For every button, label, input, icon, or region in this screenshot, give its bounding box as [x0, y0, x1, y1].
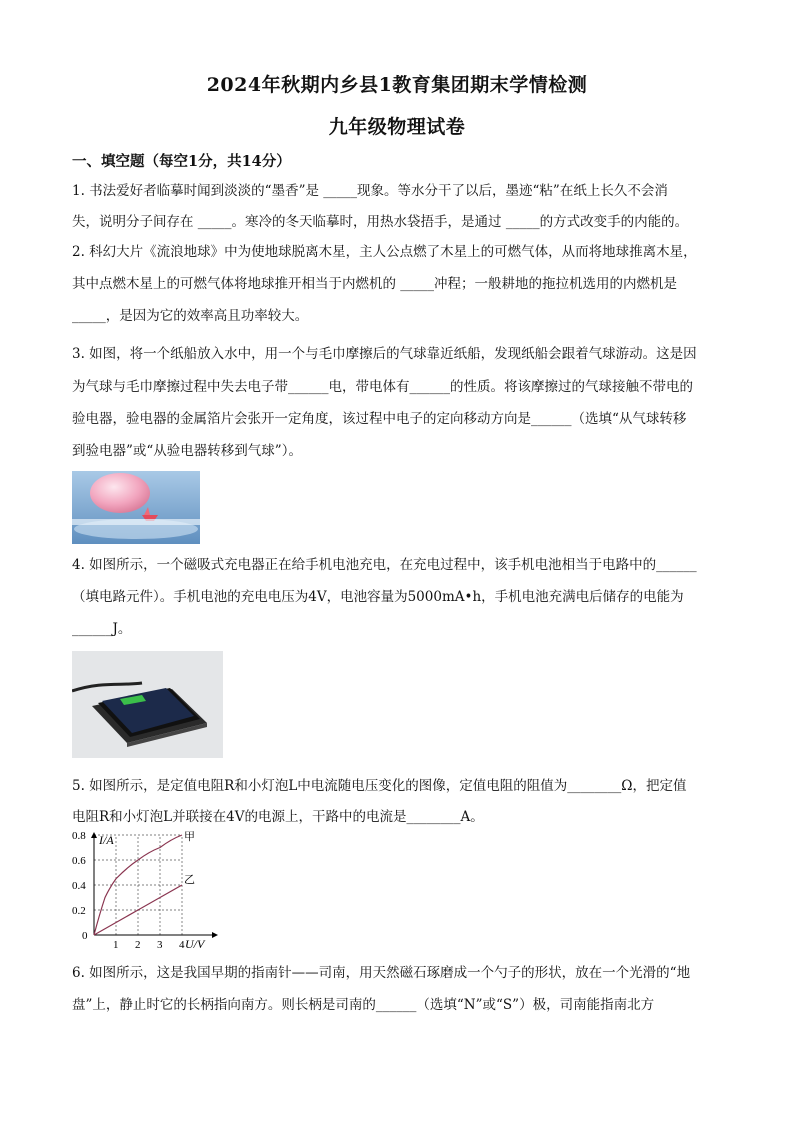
origin-label: 0	[82, 930, 88, 942]
y-tick-label: 0.4	[72, 880, 86, 892]
y-tick-label: 0.2	[72, 905, 86, 917]
q3-line-2: 为气球与毛巾摩擦过程中失去电子带______电，带电体有______的性质。将该摩擦过的气球接触不带电的	[72, 379, 693, 395]
x-axis-arrow	[212, 932, 218, 938]
exam-subtitle: 九年级物理试卷	[328, 116, 466, 138]
q1-line-2: 失，说明分子间存在 _____。寒冷的冬天临摹时，用热水袋捂手，是通过 _____的方式改变手的内能的。	[72, 214, 689, 230]
x-tick-label: 4	[179, 939, 185, 951]
q6-line-1: 6. 如图所示，这是我国早期的指南针——司南，用天然磁石琢磨成一个勺子的形状，放在一个光滑的“地	[72, 965, 691, 981]
q3-line-3: 验电器，验电器的金属箔片会张开一定角度，该过程中电子的定向移动方向是______（选填“从气球转移	[72, 411, 687, 427]
phone-charger-photo	[72, 651, 223, 758]
series-yi-label: 乙	[184, 872, 195, 886]
q6-line-2: 盘”上，静止时它的长柄指向南方。则长柄是司南的______（选填“N”或“S”）极，司南能指南北方	[72, 997, 655, 1013]
q3-line-1: 3. 如图，将一个纸船放入水中，用一个与毛巾摩擦后的气球靠近纸船，发现纸船会跟着气球游动。这是因	[72, 346, 697, 362]
exam-title: 2024年秋期内乡县1教育集团期末学情检测	[206, 74, 588, 96]
q1-line-1: 1. 书法爱好者临摹时闻到淡淡的“墨香”是 _____现象。等水分干了以后，墨迹“粘”在纸上长久不会消	[72, 183, 668, 199]
q2-line-3: _____，是因为它的效率高且功率较大。	[72, 308, 309, 324]
q5-line-1: 5. 如图所示，是定值电阻R和小灯泡L中电流随电压变化的图像，定值电阻的阻值为________Ω，把定值	[72, 778, 687, 794]
q2-line-1: 2. 科幻大片《流浪地球》中为使地球脱离木星，主人公点燃了木星上的可燃气体，从而将地球推离木星，	[72, 244, 697, 260]
q4-line-1: 4. 如图所示，一个磁吸式充电器正在给手机电池充电，在充电过程中，该手机电池相当于电路中的______	[72, 557, 697, 573]
y-tick-label: 0.8	[72, 830, 86, 842]
q4-line-2: （填电路元件）。手机电池的充电电压为4V，电池容量为5000mA•h，手机电池充满电后储存的电能为	[72, 589, 684, 605]
q4-line-3: ______J。	[72, 621, 132, 637]
x-tick-label: 3	[157, 939, 163, 951]
q2-line-2: 其中点燃木星上的可燃气体将地球推开相当于内燃机的 _____冲程；一般耕地的拖拉机选用的内燃机是	[72, 276, 678, 292]
x-tick-label: 1	[113, 939, 119, 951]
x-axis-label: U/V	[185, 937, 205, 951]
series-jia-label: 甲	[184, 830, 195, 843]
graph-grid	[94, 835, 182, 935]
x-tick-label: 2	[135, 939, 141, 951]
q5-line-2: 电阻R和小灯泡L并联接在4V的电源上，干路中的电流是________A。	[72, 809, 484, 825]
y-axis-arrow	[91, 832, 97, 838]
q3-line-4: 到验电器”或“从验电器转移到气球”）。	[72, 443, 302, 459]
section-heading-fill-blank: 一、填空题（每空1分，共14分）	[72, 153, 291, 170]
y-tick-label: 0.6	[72, 855, 86, 867]
iu-graph	[70, 830, 220, 955]
balloon-boat-photo	[72, 471, 200, 544]
y-axis-label: I/A	[99, 833, 114, 847]
